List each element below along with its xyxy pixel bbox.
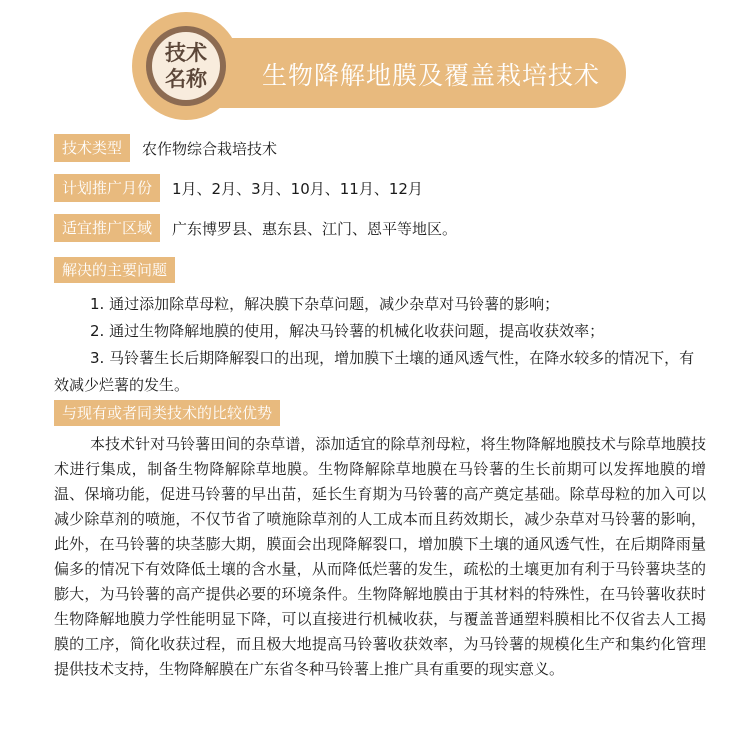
advantages-heading: 与现有或者同类技术的比较优势 [54, 400, 280, 426]
info-row-months [54, 174, 423, 202]
info-row-region [54, 214, 457, 242]
info-label: 技术类型 [54, 134, 130, 162]
info-value: 1月、2月、3月、10月、11月、12月 [172, 179, 423, 198]
problem-item: 3. 马铃薯生长后期降解裂口的出现，增加膜下土壤的通风透气性，在降水较多的情况下，有效减少烂薯的发生。 [54, 349, 695, 394]
badge-label [152, 40, 220, 92]
info-value: 广东博罗县、惠东县、江门、恩平等地区。 [172, 219, 458, 238]
problems-list [54, 291, 704, 399]
info-label: 适宜推广区域 [54, 214, 160, 242]
problem-item: 2. 通过生物降解地膜的使用，解决马铃薯的机械化收获问题，提高收获效率； [90, 322, 605, 340]
info-row-type [54, 134, 277, 162]
info-value: 农作物综合栽培技术 [142, 139, 278, 158]
page-title: 生物降解地膜及覆盖栽培技术 [262, 61, 601, 90]
info-label: 计划推广月份 [54, 174, 160, 202]
advantages-paragraph: 本技术针对马铃薯田间的杂草谱，添加适宜的除草剂母粒，将生物降解地膜技术与除草地膜技术进行集成，制备生物降解除草地膜。生物降解除草地膜在马铃薯的生长前期可以发挥地膜的增温、保墒功能，促进马铃薯的早出苗，延长生育期为马铃薯的高产奠定基础。除草母粒的加入可以减少除草剂的喷施，不仅节省了喷施除草剂的人工成本而且药效期长，减少杂草对马铃薯的影响，此外，在马铃薯的块茎膨大期，膜面会出现降解裂口，增加膜下土壤的通风透气性，在后期降雨量偏多的情况下有效降低土壤的含水量，从而降低烂薯的发生，疏松的土壤更加有利于马铃薯块茎的膨大，为马铃薯的高产提供必要的环境条件。生物降解地膜由于其材料的特殊性，在马铃薯收获时生物降解地膜力学性能明显下降，可以直接进行机械收获，与覆盖普通塑料膜相比不仅省去人工揭膜的工序，简化收获过程，而且极大地提高马铃薯收获效率，为马铃薯的规模化生产和集约化管理提供技术支持，生物降解膜在广东省冬种马铃薯上推广具有重要的现实意义。 [54, 435, 706, 678]
title-banner [130, 12, 630, 122]
problems-heading: 解决的主要问题 [54, 257, 175, 283]
badge [132, 12, 240, 120]
problem-item: 1. 通过添加除草母粒，解决膜下杂草问题，减少杂草对马铃薯的影响； [90, 295, 560, 313]
badge-line-1: 技术 [165, 41, 207, 65]
badge-line-2: 名称 [165, 67, 207, 91]
